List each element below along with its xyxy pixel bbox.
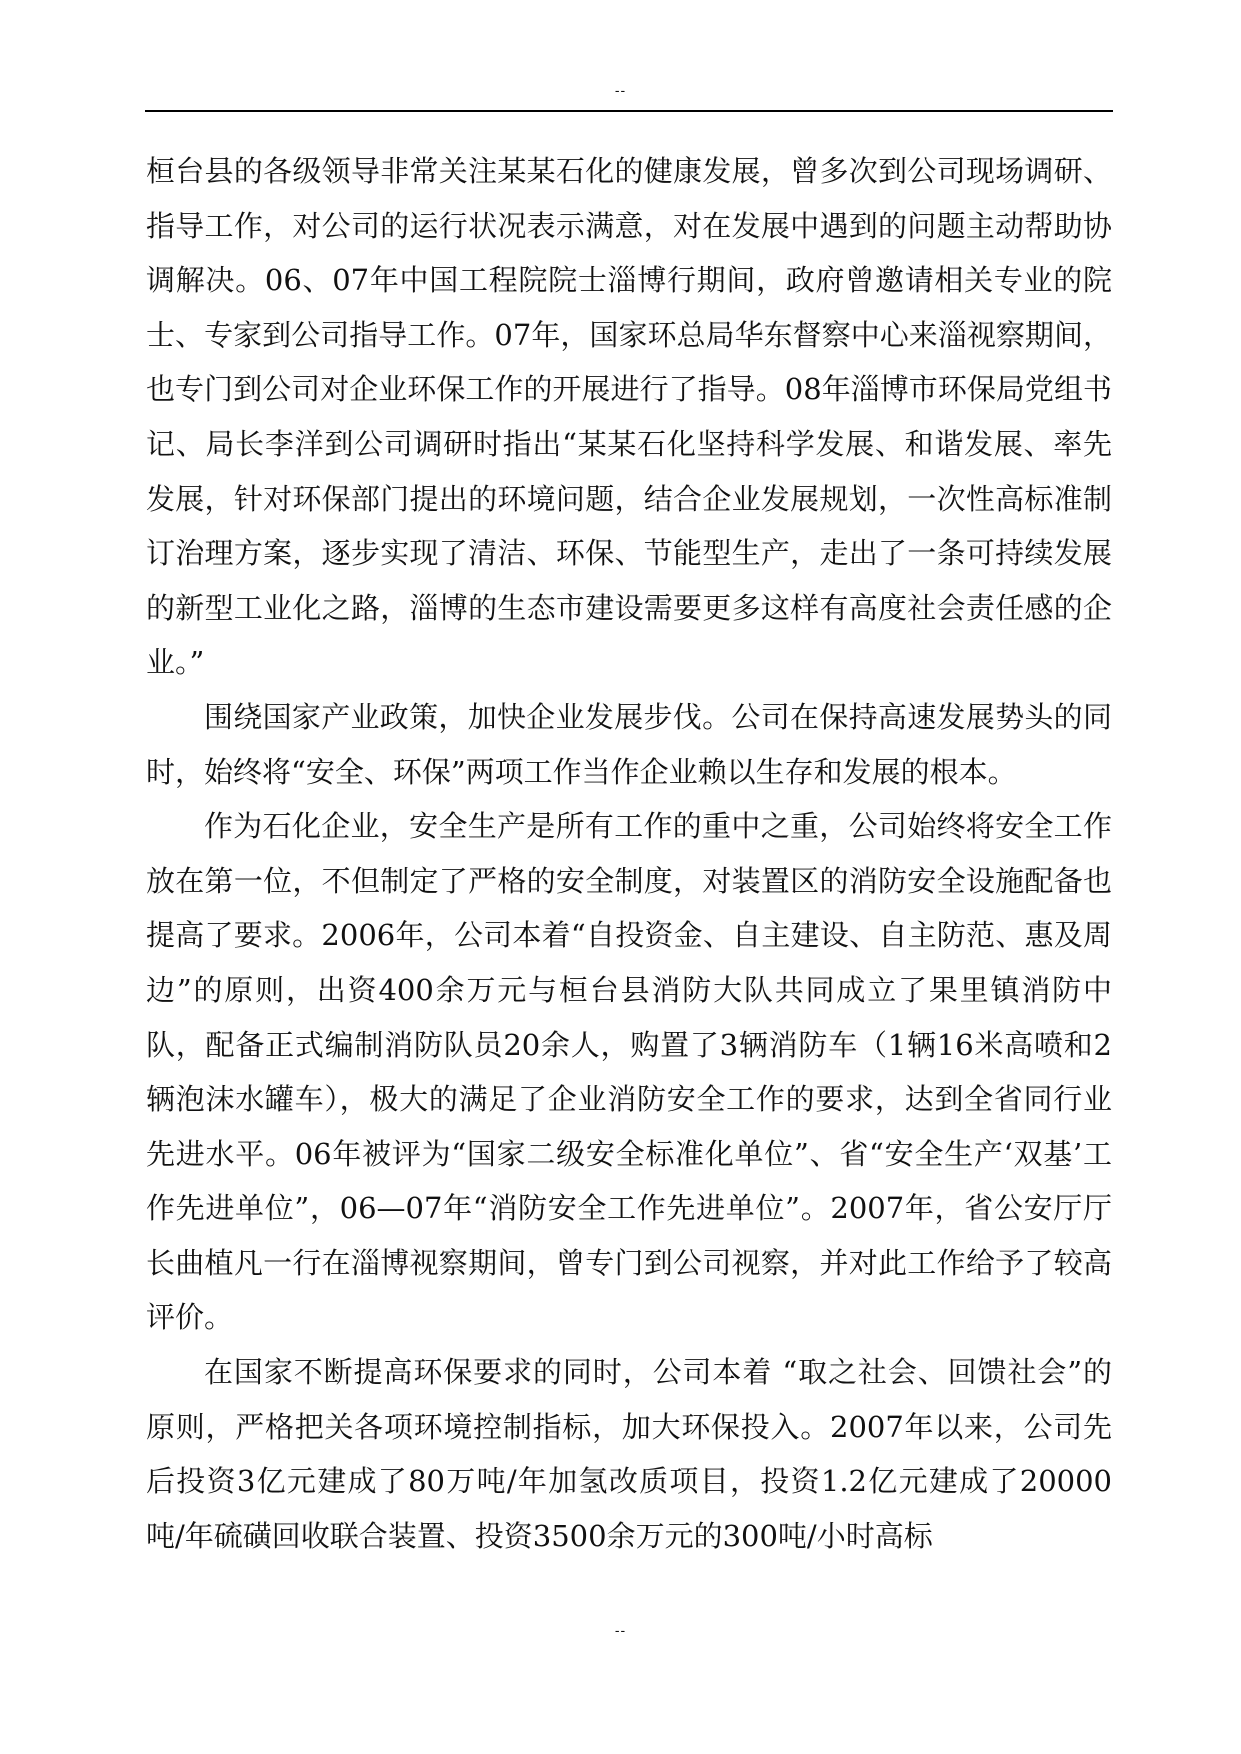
paragraph-1: 桓台县的各级领导非常关注某某石化的健康发展，曾多次到公司现场调研、指导工作，对公司的运行状况表示满意，对在发展中遇到的问题主动帮助协调解决。06、07年中国工程院院士淄博行期间，政府曾邀请相关专业的院士、专家到公司指导工作。07年，国家环总局华东督察中心来淄视察期间，也专门到公司对企业环保工作的开展进行了指导。08年淄博市环保局党组书记、局长李洋到公司调研时指出“某某石化坚持科学发展、和谐发展、率先发展，针对环保部门提出的环境问题，结合企业发展规划，一次性高标准制订治理方案，逐步实现了清洁、环保、节能型生产，走出了一条可持续发展的新型工业化之路，淄博的生态市建设需要更多这样有高度社会责任感的企业。” [146, 154, 1112, 680]
page-footer-mark: -- [614, 1622, 627, 1638]
page-header-mark: -- [614, 82, 627, 98]
paragraph-4: 在国家不断提高环保要求的同时，公司本着 “取之社会、回馈社会”的原则，严格把关各项环境控制指标，加大环保投入。2007年以来，公司先后投资3亿元建成了80万吨/年加氢改质项目，投资1.2亿元建成了20000吨/年硫磺回收联合装置、投资3500余万元的300吨/小时高标 [146, 1355, 1112, 1553]
header-rule [145, 110, 1113, 112]
paragraph-2: 围绕国家产业政策，加快企业发展步伐。公司在保持高速发展势头的同时，始终将“安全、环保”两项工作当作企业赖以生存和发展的根本。 [146, 699, 1112, 789]
document-body [146, 144, 1112, 1563]
paragraph-3: 作为石化企业，安全生产是所有工作的重中之重，公司始终将安全工作放在第一位，不但制定了严格的安全制度，对装置区的消防安全设施配备也提高了要求。2006年，公司本着“自投资金、自主建设、自主防范、惠及周边”的原则，出资400余万元与桓台县消防大队共同成立了果里镇消防中队，配备正式编制消防队员20余人，购置了3辆消防车（1辆16米高喷和2辆泡沫水罐车），极大的满足了企业消防安全工作的要求，达到全省同行业先进水平。06年被评为“国家二级安全标准化单位”、省“安全生产‘双基’工作先进单位”，06—07年“消防安全工作先进单位”。2007年，省公安厅厅长曲植凡一行在淄博视察期间，曾专门到公司视察，并对此工作给予了较高评价。 [146, 809, 1112, 1335]
